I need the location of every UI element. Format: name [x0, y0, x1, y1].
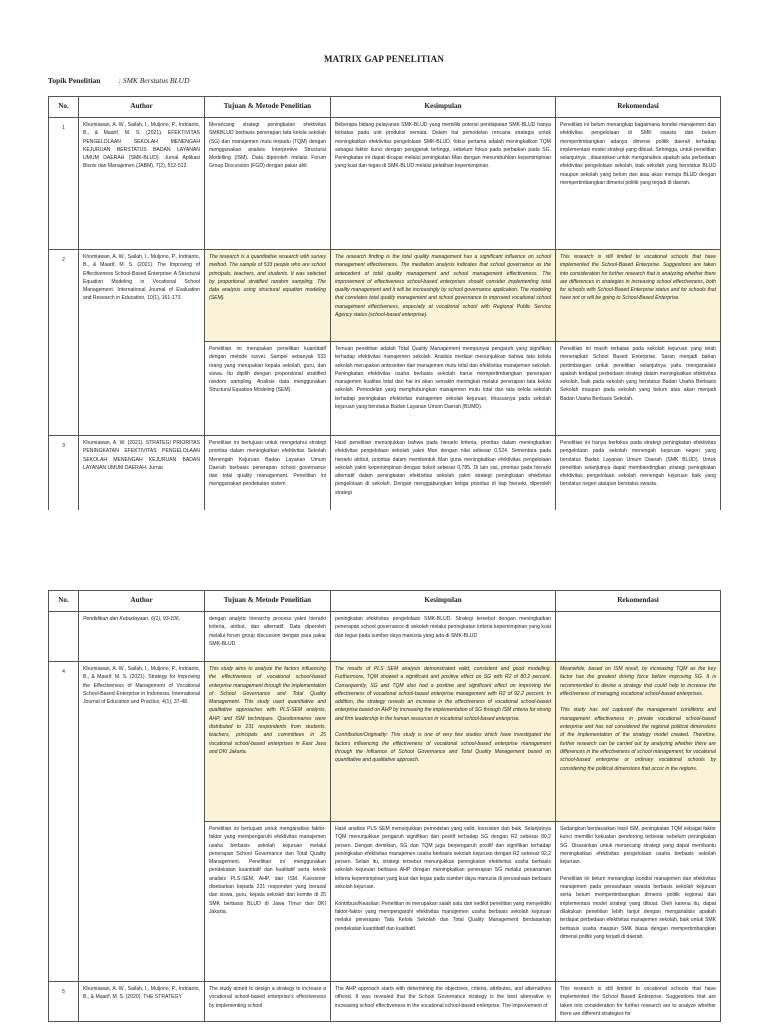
row-rekomendasi: Penelitian ini masih terbatas pada sekolah kejuruan yang telah menerapkan School Based Enterprise. Saran menjadi bahan pertimbangan untuk penelitian selanjutnya yaitu menganalisis apakah terdapat perbedaan strategi dalam meningkatkan efektivitas sekolah, baik pada sekolah yang berstatus Badan Usaha Berbasis Sekolah maupun pada sekolah yang belum atau akan menjadi Badan Usaha Berbasis Sekolah.: [556, 342, 721, 436]
topic-line: [48, 76, 190, 85]
table-row: [49, 612, 721, 662]
header-kesimpulan: Kesimpulan: [331, 591, 556, 612]
row-tujuan: Penelitian ini bertujuan untuk menganalisis faktor-faktor yang mempengaruhi efektivitas manajemen usaha berbasis sekolah kejuruan melalui penerapan School Governance dan Total Quality Management. Penelitian ini menggunakan pendekatan kuantitatif dan kualitatif serta teknik analisis PLS-SEM, AHP, dan ISM. Kuesioner disebarkan kepada 231 responden yang berasal dari siswa, guru, kepala sekolah dan komite di 25 SMK berbasis BLUD di Jawa Timur dan DKI Jakarta.: [205, 822, 331, 982]
row-rekomendasi: [556, 612, 721, 662]
row-no: 4: [49, 662, 79, 982]
row-kesimpulan: Hasil analisis PLS SEM menunjukkan pemodelan yang valid, konsisten dan baik. Selanjutnya TQM menunjukkan pengaruh signifikan dan positif terhadap SG dengan R2 sebesar 80,2 persen. Dengan demikian, SG dan TQM juga berpengaruh positif dan signifikan terhadap peningkatan efektivitas manajemen usaha berbasis sekolah kejuruan dengan R2 sebesar 92,2 persen. Selain itu, strategi tersebut menunjukkan peningkatan efektivitas usaha berbasis sekolah kejuruan berbasis AHP dengan meningkatkan penerapan SG melalui penanaman kriteria kepemimpinan yang kuat dan tegas pada sumber daya manusia di perusahaan berbasis sekolah kejuruan. Kontribusi/Keaslian: Penelitian ini merupakan salah satu dari sedikit penelitian yang menyelidiki faktor-faktor yang mempengaruhi efektivitas manajemen usaha berbasis sekolah kejuruan melalui penerapan Tata Kelola Sekolah dan Total Quality Management berdasarkan pendekatan kuantitatif dan kualitatif.: [331, 822, 556, 982]
row-kesimpulan-en: The research finding is the total quality management has a significant influence on school management effectiveness. The mediation analysis indicates that school governance as the antecedent of total quality management and school management effectiveness. The improvement of effectiveness school-based enterprises should consider implementing total quality management and it will be increasingly by school governance application. The modeling that correlates total quality management and school governance to improved vocational school management effectiveness, especially at vocational school with Regional Public Service Agency status (school-based enterprise).: [331, 250, 556, 342]
row-no: 5: [49, 982, 79, 1022]
row-rekomendasi: Sedangkan berdasarkan hasil ISM, peningkatan TQM sebagai faktor kunci memiliki kekuatan pendorong terbesar sebelum peningkatan SG. Disarankan untuk merancang strategi yang dapat membantu meningkatkan efektivitas pengelolaan usaha berbasis sekolah kejuruan. Penelitian ini belum menangkap kondisi manajemen dan efektivitas manajemen pada perusahaan swasta berbasis sekolah kejuruan serta belum mempertimbangkan dimensi politik regional dari implementasi model strategi yang dibuat. Oleh karena itu, dapat dilakukan penelitian lebih lanjut dengan menganalisis apakah terdapat perbedaan efektivitas manajemen sekolah, baik untuk SMK berbasis usaha maupun SMK biasa dengan mempertimbangkan dimensi politik yang terjadi di daerah.: [556, 822, 721, 982]
row-author: Khumiawan, A. W. (2021). STRATEGI PRIORITAS PENINGKATAN EFEKTIVITAS PENGELOLAAN SEKOLAH MENENGAH KEJURUAN BADAN LAYANAN UMUM DAERAH. Jurnal: [79, 436, 205, 516]
row-author: Khumiawan, A. W., Sailah, I., Muljono, P., Indrianto, B., & Maarif, M. S. (2020). THE STRATEGY: [79, 982, 205, 1022]
header-rekomendasi: Rekomendasi: [556, 97, 721, 118]
row-no: 3: [49, 436, 79, 516]
header-tujuan: Tujuan & Metode Penelitian: [205, 591, 331, 612]
row-tujuan-en: The research is a quantitative research with survey method. The sample of 533 people who are school principals, teachers, and students. It was selected by proportional stratified random sampling. The data analysis using structural equation modeling (SEM).: [205, 250, 331, 342]
row-author: Khumiawan, A. W., Sailah, I., Muljono, P., Indrianto, B., & Maarif, M. S. (2021). EFEKTIVITAS PENGELOLAAN SEKOLAH MENENGAH KEJURUAN BERSTATUS BADAN LAYANAN UMUM DAERAH (SMK-BLUD). Jurnal Aplikasi Bisnis dan Manajemen (JABM), 7(2), 512-512.: [79, 118, 205, 250]
gap-matrix-table-2: [48, 590, 721, 1022]
row-kesimpulan: peningkatan efektivitas pengelolaan SMK-BLUD. Strategi tersebut dengan meningkatkan penerapan school governance di sekolah melalui peningkatan kriteria kepemimpinan yang kuat dan tegas pada sumber daya manusia yang ada di SMK-BLUD: [331, 612, 556, 662]
row-tujuan: Penelitian ini bertujuan untuk mengetahui strategi prioritas dalam meningkatkan efektivitas Sekolah Menengah Kejuruan Badan Layanan Umum Daerah berbasis penerapan school governance dan total quality management. Penelitian ini menggunakan pendekatan sistem: [205, 436, 331, 516]
topic-label: Topik Penelitian: [48, 76, 101, 85]
header-tujuan: Tujuan & Metode Penelitian: [205, 97, 331, 118]
row-tujuan: dengan analytic hierarchy process yakni hierarki kriteria, atribut, dan alternatif. Data diperoleh melalui forum group discussion dengan para pakar SMK-BLUD.: [205, 612, 331, 662]
document-title: MATRIX GAP PENELITIAN: [323, 54, 445, 64]
header-author: Author: [79, 97, 205, 118]
row-tujuan: Penelitian ini merupakan penelitian kuantitatif dengan metode survei. Sampel sebanyak 533 orang yang merupakan kepala sekolah, guru, dan siswa. Itu dipilih dengan proporsional stratified random sampling. Analisis data menggunakan Structural Equation Modeling (SEM).: [205, 342, 331, 436]
header-no: No.: [49, 97, 79, 118]
table-row: [49, 662, 721, 822]
row-tujuan: The study aimed to design a strategy to increase a vocational school-based enterprise's effectiveness by implementing school: [205, 982, 331, 1022]
row-rekomendasi-en: This research is still limited to vocational schools that have implemented the School-Based Enterprise. Suggestions are taken into consideration for further research that is analyzing whether there are differences in strategies in increasing school effectiveness, both for schools with School-Based Enterprise status and for schools that have not or will be going to School-Based Enterprise.: [556, 250, 721, 342]
row-no: 2: [49, 250, 79, 436]
row-author: Khumiawan, A. W., Sailah, I., Muljono, P., Indrianto, B., & Maarif, M. S. (2021). Strategy for Improving the Effectiveness of Management of Vocational School-Based Enterprise in Indonesia. International Journal of Education and Practice, 4(1), 37-48.: [79, 662, 205, 982]
row-kesimpulan: The AHP approach starts with determining the objectives, criteria, attributes, and alternatives offered. It was revealed that the School Governance strategy is the best alternative in increasing school effectiveness in the vocational school-based enterprise. The improvement of: [331, 982, 556, 1022]
row-no: [49, 612, 79, 662]
row-kesimpulan-en: The results of PLS SEM analysis demonstrated valid, consistent and good modelling. Furthermore, TQM showed a significant and positive effect on SG with R2 of 80.2 percent. Consequently, SG and TQM also had a positive and significant effect on improving the effectiveness of vocational school-based enterprise management with R2 of 92.2 percent. In addition, the strategy reveals an increase in the effectiveness of vocational school-based enterprise based on AHP by increasing the implementation of SG through ISM criteria for strong and firm leadership in the human resources in vocational school-based enterprise. Contribution/Originality: This study is one of very few studies which have investigated the factors influencing the effectiveness of vocational school-based enterprise management through the Influence of School Governance and Total Quality Management based on quantitative and qualitative approach.: [331, 662, 556, 822]
topic-value: : SMK Berstatus BLUD: [118, 76, 190, 85]
row-kesimpulan: Beberapa bidang pelayanan SMK-BLUD yang memiliki potensi pendapatan SMK-BLUD hanya terbatas pada unit produksi semata. Dalam hal pemodelan rencana strategis untuk meningkatkan efektivitas pengelolaan SMK-BLUD, fokus pertama adalah meningkatkan TQM sebagai faktor kunci dengan penggerak tertinggi, sebelum fokus pada perbaikan pada SG. Peningkatan ini dapat dicapai melalui peningkatan Man dengan menumbuhkan kepemimpinan yang kuat dan tegas di SMK-BLUD melalui pelatihan kepemimpinan.: [331, 118, 556, 250]
row-rekomendasi: Penelitian ini belum menangkap bagaimana kondisi manajemen dan efektivitas pengelolaan di SMK swasta dan belum mempertimbangkan adanya dimensi politik daerah terhadap implementasi model strategi yang dibuat. Sehingga, untuk penelitian selanjutnya , disarankan untuk menganalisis apakah ada perbedaan efektivitas pengelolaan sekolah, baik sekolah yang berstatus BLUD maupun sekolah yang belum dan atau akan menuju BLUD dengan mempertimbangkan dimensi politik yang terjadi di daerah.: [556, 118, 721, 250]
table-row: [49, 982, 721, 1022]
row-kesimpulan: Temuan penelitian adalah Total Quality Management mempunyai pengaruh yang signifikan terhadap efektivitas manajemen sekolah. Analisis mediasi menunjukkan bahwa tata kelola sekolah merupakan anteseden dari manajemen mutu total dan efektivitas manajemen sekolah. Peningkatan efektivitas usaha berbasis sekolah harus mempertimbangkan penerapan manajemen kualitas total dan hal ini akan semakin meningkat melalui penerapan tata kelola sekolah. Pemodelan yang menghubungkan manajemen mutu total dan tata kelola sekolah terhadap peningkatan efektivitas manajemen sekolah kejuruan, khususnya pada sekolah kejuruan yang berstatus Badan Layanan Umum Daerah (BUMD).: [331, 342, 556, 436]
table-row: [49, 250, 721, 342]
header-rekomendasi: Rekomendasi: [556, 591, 721, 612]
page-break: [0, 510, 768, 588]
header-author: Author: [79, 591, 205, 612]
header-row: [49, 97, 721, 118]
row-kesimpulan: Hasil penelitian menunjukkan bahwa pada hierarki kriteria, prioritas dalam meningkatkan efektivitas pengelolaan sekolah yakni Man dengan nilai sebesar 0,524. Sementara pada hierarki atribut, prioritas dalam membentuk Man guna meningkatkan efektivitas pengelolaan sekolah yakni kepemimpinan dengan bobot sebesar 0,785. Di lain sisi, prioritas pada hierarki alternatif dalam peningkatan efektivitas sekolah yakni strategi peningkatan efektivitas pengelolaan di sekolah. Dengan menggabungkan ketiga prioritas di tiap hierarki, diperoleh strategi: [331, 436, 556, 516]
row-tujuan: Merancang strategi peningkatan efektivitas SMKBLUD berbasis penerapan tata kelola sekolah (SG) dan manajemen mutu terpadu (TQM) dengan menggunakan analisis Interpretive Structural Modelling (ISM). Data diperoleh melalui Forum Group Discussion (FGD) dengan pakar ahli: [205, 118, 331, 250]
row-author: Pendidikan dan Kebudayaan, 6(1), 93-106.: [79, 612, 205, 662]
header-kesimpulan: Kesimpulan: [331, 97, 556, 118]
row-author: Khumiawan, A. W., Sailah, I., Muljono, P., Indrianto, B., & Maarif, M. S. (2021). The Improving of Effectiveness School-Based Enterprise: A Structural Equation Modeling in Vocational School Management. International Journal of Evaluation and Research in Education, 10(1), 161-173.: [79, 250, 205, 436]
row-no: 1: [49, 118, 79, 250]
row-rekomendasi-en: Meanwhile, based on ISM result, by increasing TQM as the key factor has the greatest driving force before improving SG. It is recommended to devise a strategy that could help to increase the effectiveness of managing vocational school-based enterprises. This study has not captured the management conditions and management effectiveness in private vocational school-based enterprise and has not considered the regional political dimensions of the implementation of the strategy model created. Therefore, further research can be carried out by analyzing whether there are differences in the effectiveness of school management, for vocational school-based enterprise or ordinary vocational schools by considering the political dimensions that occur in the regions.: [556, 662, 721, 822]
row-rekomendasi: Penelitian ini hanya berfokus pada strategi peningkatan efektivitas pengelolaan pada sekolah menengah kejuruan negeri yang berstatus Badan Layanan Umum Daerah (SMK BLUD). Untuk penelitian selanjutnya dapat membandingkan strategi peningkatan efektivitas pengelolaan sekolah menengah kejuruan baik yang berstatus negeri ataupun berstatus swasta.: [556, 436, 721, 516]
header-row: [49, 591, 721, 612]
header-no: No.: [49, 591, 79, 612]
table-row: [49, 118, 721, 250]
row-tujuan-en: This study aims to analyze the factors influencing the effectiveness of vocational school-based enterprise management through the implementation of School Governance and Total Quality Management. This study used quantitative and qualitative approaches with PLS-SEM analysis, AHP, and ISM techniques. Questionnaires were distributed to 231 respondents from students, teachers, principals and committees in 25 vocational school-based enterprises in East Java and DKI Jakarta.: [205, 662, 331, 822]
gap-matrix-table-1: [48, 96, 721, 516]
table-row: [49, 436, 721, 516]
row-rekomendasi: This research is still limited to vocational schools that have implemented the School Based Enterprise. Suggestions that are taken into consideration for further research are to analyze whether there are different strategies for: [556, 982, 721, 1022]
